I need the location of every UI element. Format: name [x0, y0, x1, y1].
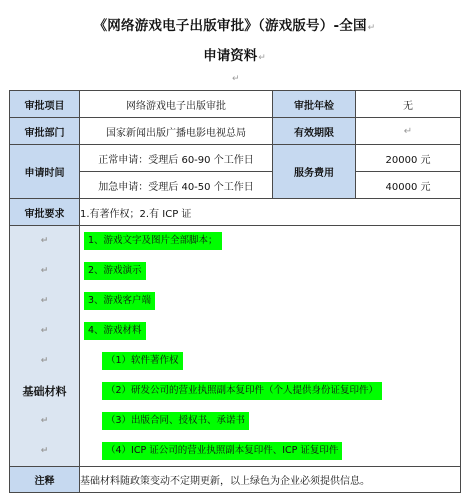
- label-service-fee: 服务费用: [273, 145, 356, 199]
- value-validity: ↵: [356, 118, 461, 145]
- material-item: 2、游戏演示: [84, 262, 146, 280]
- paragraph-mark: ↵: [232, 74, 240, 84]
- label-annual-review: 审批年检: [273, 91, 356, 118]
- value-requirements: 1.有著作权；2.有 ICP 证: [80, 199, 461, 226]
- table-row-materials: [10, 226, 461, 467]
- table-row-approval-item: [10, 91, 461, 118]
- paragraph-mark: ↵: [40, 326, 49, 336]
- value-normal-application: 正常申请：受理后 60-90 个工作日: [80, 145, 273, 172]
- paragraph-mark: ↵: [40, 296, 49, 306]
- label-note: 注释: [10, 467, 80, 493]
- paragraph-mark: ↵: [40, 356, 49, 366]
- label-validity: 有效期限: [273, 118, 356, 145]
- material-sub-item: （1）软件著作权: [102, 352, 183, 370]
- value-department: 国家新闻出版广播电影电视总局: [80, 118, 273, 145]
- label-application-time: 申请时间: [10, 145, 80, 199]
- value-fee-normal: 20000 元: [356, 145, 461, 172]
- table-row-note: [10, 467, 461, 493]
- materials-list: [80, 226, 461, 467]
- paragraph-mark: ↵: [40, 446, 49, 456]
- value-fee-urgent: 40000 元: [356, 172, 461, 199]
- value-annual-review: 无: [356, 91, 461, 118]
- label-approval-item: 审批项目: [10, 91, 80, 118]
- value-approval-item: 网络游戏电子出版审批: [80, 91, 273, 118]
- label-requirements: 审批要求: [10, 199, 80, 226]
- paragraph-mark: ↵: [40, 236, 49, 246]
- table-row-department: [10, 118, 461, 145]
- paragraph-mark: ↵: [40, 416, 49, 426]
- material-sub-item: （3）出版合同、授权书、承诺书: [102, 412, 249, 430]
- material-sub-item: （4）ICP 证公司的营业执照副本复印件、ICP 证复印件: [102, 442, 342, 460]
- material-item: 1、游戏文字及图片全部脚本；: [84, 232, 222, 250]
- document-subtitle: 申请资料↵: [203, 48, 266, 64]
- paragraph-mark: ↵: [40, 266, 49, 276]
- table-row-application-time: [10, 145, 461, 172]
- value-urgent-application: 加急申请：受理后 40-50 个工作日: [80, 172, 273, 199]
- label-materials-cell: [10, 226, 80, 467]
- material-item: 4、游戏材料: [84, 322, 146, 340]
- value-note: 基础材料随政策变动不定期更新，以上绿色为企业必须提供信息。: [80, 467, 461, 493]
- material-sub-item: （2）研发公司的营业执照副本复印件（个人提供身份证复印件）: [102, 382, 382, 400]
- document-title: 《网络游戏电子出版审批》（游戏版号）-全国↵: [93, 18, 376, 34]
- application-table: [9, 90, 461, 493]
- table-row-requirements: [10, 199, 461, 226]
- label-department: 审批部门: [10, 118, 80, 145]
- material-item: 3、游戏客户端: [84, 292, 155, 310]
- label-materials: 基础材料: [22, 385, 67, 398]
